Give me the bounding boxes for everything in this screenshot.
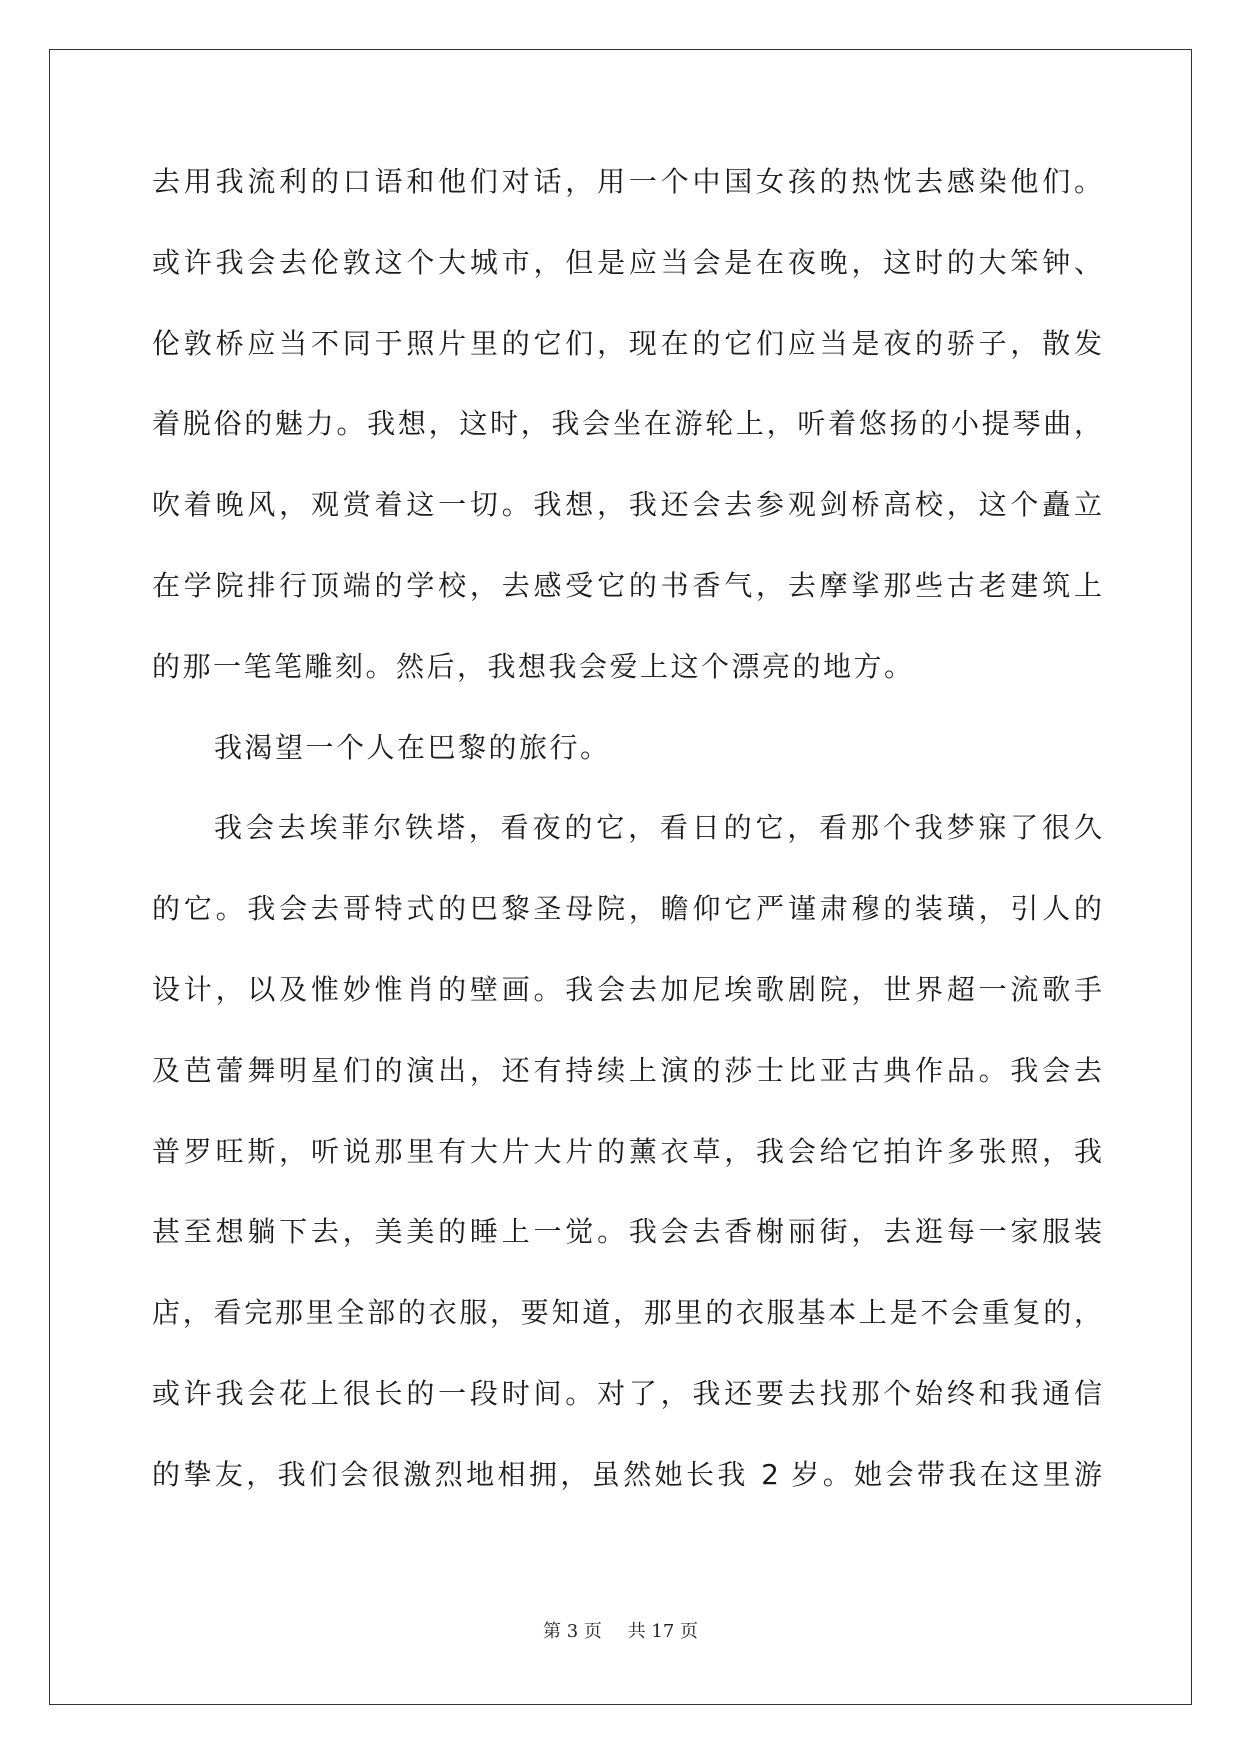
text-line: 伦敦桥应当不同于照片里的它们，现在的它们应当是夜的骄子，散发 (152, 326, 1102, 360)
text-line: 我渴望一个人在巴黎的旅行。 (214, 730, 611, 764)
text-line: 及芭蕾舞明星们的演出，还有持续上演的莎士比亚古典作品。我会去 (152, 1053, 1102, 1087)
text-line: 吹着晚风，观赏着这一切。我想，我还会去参观剑桥高校，这个矗立 (152, 488, 1102, 522)
text-line: 的那一笔笔雕刻。然后，我想我会爱上这个漂亮的地方。 (152, 649, 915, 683)
text-line: 或许我会花上很长的一段时间。对了，我还要去找那个始终和我通信 (152, 1376, 1102, 1410)
text-line: 在学院排行顶端的学校，去感受它的书香气，去摩挲那些古老建筑上 (152, 568, 1102, 602)
text-line: 甚至想躺下去，美美的睡上一觉。我会去香榭丽街，去逛每一家服装 (152, 1215, 1102, 1249)
document-body (152, 157, 1102, 1531)
text-line: 去用我流利的口语和他们对话，用一个中国女孩的热忱去感染他们。 (152, 165, 1102, 198)
text-line: 我会去埃菲尔铁塔，看夜的它，看日的它，看那个我梦寐了很久 (214, 811, 1102, 845)
text-line: 普罗旺斯，听说那里有大片大片的薰衣草，我会给它拍许多张照，我 (152, 1134, 1102, 1168)
page-total: 共 17 页 (627, 1621, 698, 1642)
text-line: 着脱俗的魅力。我想，这时，我会坐在游轮上，听着悠扬的小提琴曲， (152, 407, 1102, 441)
text-line: 设计，以及惟妙惟肖的壁画。我会去加尼埃歌剧院，世界超一流歌手 (152, 972, 1102, 1006)
text-line: 的挚友，我们会很激烈地相拥，虽然她长我 2 岁。她会带我在这里游 (152, 1457, 1102, 1491)
page-footer (0, 1617, 1241, 1643)
text-line: 或许我会去伦敦这个大城市，但是应当会是在夜晚，这时的大笨钟、 (152, 245, 1102, 279)
page-number: 第 3 页 (543, 1621, 602, 1642)
text-line: 店，看完那里全部的衣服，要知道，那里的衣服基本上是不会重复的， (152, 1296, 1102, 1330)
text-line: 的它。我会去哥特式的巴黎圣母院，瞻仰它严谨肃穆的装璜，引人的 (152, 892, 1102, 926)
